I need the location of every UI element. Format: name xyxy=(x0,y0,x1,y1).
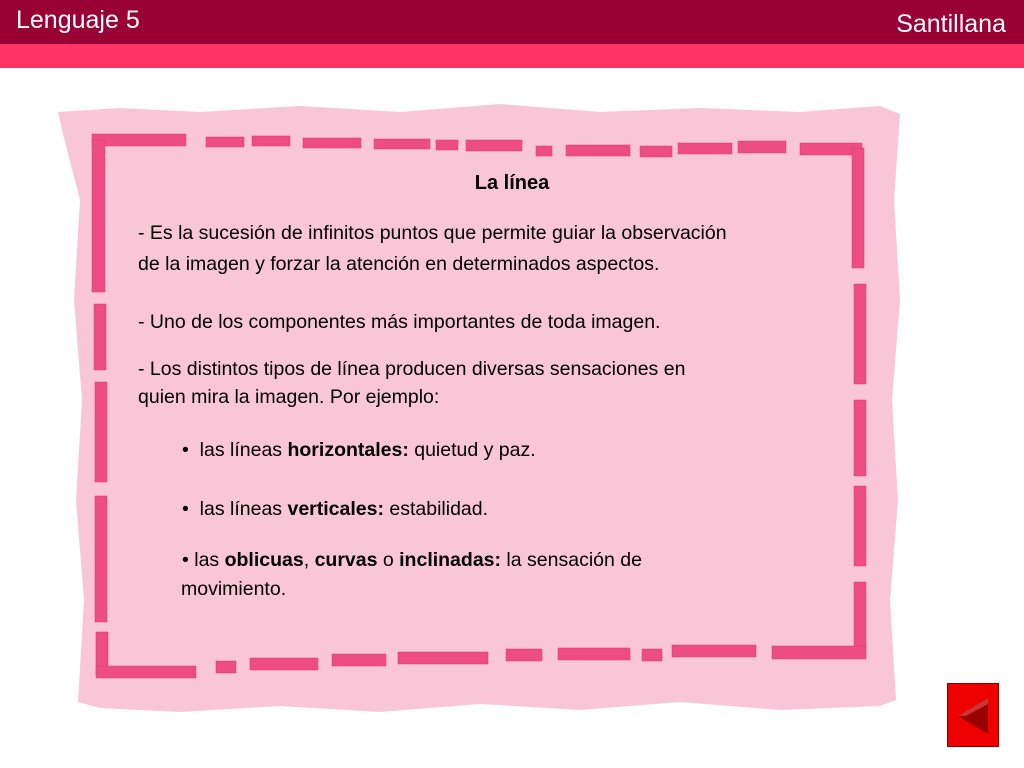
triangle-left-icon xyxy=(948,684,998,746)
previous-slide-button[interactable] xyxy=(947,683,999,747)
bullet-marker: • xyxy=(182,549,195,571)
bullet-vertical-prefix: las líneas xyxy=(199,498,288,520)
component-line: - Uno de los componentes más importantes de toda imagen. xyxy=(138,311,661,333)
bullet-marker: • xyxy=(182,439,200,461)
bullet-oblique-line-2: movimiento. xyxy=(181,578,287,600)
types-line-1: - Los distintos tipos de línea producen diversas sensaciones en xyxy=(138,358,686,380)
bullet-horizontal-meaning: quietud y paz. xyxy=(408,439,536,461)
bullet-oblique-term-2: curvas xyxy=(314,549,378,571)
bullet-oblique-text-4: la sensación de xyxy=(501,549,642,571)
bullet-oblique-term-1: oblicuas xyxy=(224,549,304,571)
header-brand: Santillana xyxy=(896,10,1006,38)
definition-line-1: - Es la sucesión de infinitos puntos que permite guiar la observación xyxy=(138,222,727,244)
bullet-oblique xyxy=(182,546,782,574)
bullet-oblique-term-3: inclinadas: xyxy=(399,549,502,571)
bullet-vertical xyxy=(182,495,782,523)
bullet-oblique-text-1: las xyxy=(194,549,225,571)
slide-title: La línea xyxy=(474,172,550,194)
bullet-oblique-text-2: , xyxy=(303,549,315,571)
bullet-horizontal-term: horizontales: xyxy=(287,439,409,461)
bullet-vertical-meaning: estabilidad. xyxy=(383,498,489,520)
bullet-oblique-text-3: o xyxy=(377,549,400,571)
header-title: Lenguaje 5 xyxy=(16,6,140,34)
bullet-vertical-term: verticales: xyxy=(287,498,384,520)
definition-line-2: de la imagen y forzar la atención en determinados aspectos. xyxy=(138,253,660,275)
bullet-marker: • xyxy=(182,498,200,520)
bullet-horizontal xyxy=(182,436,782,464)
bullet-horizontal-prefix: las líneas xyxy=(199,439,288,461)
types-line-2: quien mira la imagen. Por ejemplo: xyxy=(138,386,440,408)
